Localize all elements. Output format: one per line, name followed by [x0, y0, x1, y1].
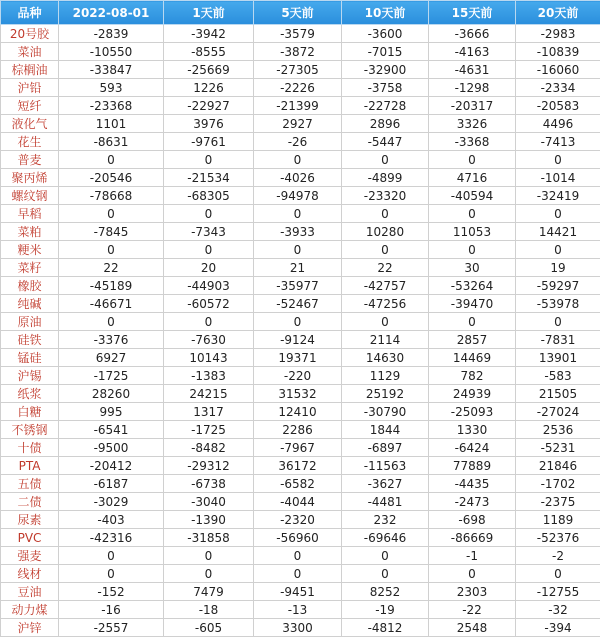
commodity-name: 20号胶 — [1, 25, 59, 43]
position-value: -3600 — [342, 25, 429, 43]
position-value: 0 — [254, 151, 342, 169]
table-row — [1, 421, 600, 439]
column-header: 品种 — [1, 1, 59, 25]
position-value: -32419 — [516, 187, 600, 205]
commodity-name: 动力煤 — [1, 601, 59, 619]
position-value: 8252 — [342, 583, 429, 601]
table-row — [1, 475, 600, 493]
position-value: 22 — [59, 259, 164, 277]
commodity-name: 花生 — [1, 133, 59, 151]
column-header: 20天前 — [516, 1, 600, 25]
position-value: 0 — [164, 313, 254, 331]
position-value: -2320 — [254, 511, 342, 529]
position-value: 0 — [59, 565, 164, 583]
position-value: -3579 — [254, 25, 342, 43]
commodity-name: 强麦 — [1, 547, 59, 565]
position-value: -394 — [516, 619, 600, 637]
position-value: 782 — [429, 367, 516, 385]
position-value: 232 — [342, 511, 429, 529]
position-value: 36172 — [254, 457, 342, 475]
position-value: 0 — [342, 547, 429, 565]
position-value: 30 — [429, 259, 516, 277]
table-row — [1, 457, 600, 475]
table-row — [1, 115, 600, 133]
position-value: -52467 — [254, 295, 342, 313]
position-value: 13901 — [516, 349, 600, 367]
commodity-name: 菜籽 — [1, 259, 59, 277]
position-value: 21846 — [516, 457, 600, 475]
position-value: -7845 — [59, 223, 164, 241]
position-value: -86669 — [429, 529, 516, 547]
position-value: -3872 — [254, 43, 342, 61]
position-value: 12410 — [254, 403, 342, 421]
position-value: -23320 — [342, 187, 429, 205]
position-value: -69646 — [342, 529, 429, 547]
position-value: 1226 — [164, 79, 254, 97]
position-value: -698 — [429, 511, 516, 529]
table-row — [1, 619, 600, 637]
commodity-name: PVC — [1, 529, 59, 547]
position-value: 21 — [254, 259, 342, 277]
table-row — [1, 403, 600, 421]
position-value: -4899 — [342, 169, 429, 187]
position-value: 0 — [59, 205, 164, 223]
position-value: -1 — [429, 547, 516, 565]
commodity-name: 早稻 — [1, 205, 59, 223]
position-value: -19 — [342, 601, 429, 619]
position-value: 2896 — [342, 115, 429, 133]
commodity-name: 锰硅 — [1, 349, 59, 367]
position-value: -3029 — [59, 493, 164, 511]
commodity-name: 硅铁 — [1, 331, 59, 349]
position-value: -33847 — [59, 61, 164, 79]
position-value: 0 — [164, 565, 254, 583]
table-row — [1, 61, 600, 79]
commodity-name: 线材 — [1, 565, 59, 583]
table-row — [1, 313, 600, 331]
position-value: -21399 — [254, 97, 342, 115]
position-value: -3368 — [429, 133, 516, 151]
position-value: -46671 — [59, 295, 164, 313]
position-value: 0 — [342, 565, 429, 583]
table-row — [1, 79, 600, 97]
table-row — [1, 241, 600, 259]
column-header: 5天前 — [254, 1, 342, 25]
position-value: -4026 — [254, 169, 342, 187]
position-value: 995 — [59, 403, 164, 421]
position-value: -13 — [254, 601, 342, 619]
commodity-name: 豆油 — [1, 583, 59, 601]
position-value: -53264 — [429, 277, 516, 295]
position-value: -4163 — [429, 43, 516, 61]
position-value: 0 — [516, 565, 600, 583]
position-value: 4496 — [516, 115, 600, 133]
position-value: 1189 — [516, 511, 600, 529]
position-value: 0 — [429, 565, 516, 583]
position-value: -6424 — [429, 439, 516, 457]
position-value: 0 — [254, 547, 342, 565]
position-value: -4631 — [429, 61, 516, 79]
commodity-name: 聚丙烯 — [1, 169, 59, 187]
position-value: -44903 — [164, 277, 254, 295]
commodity-name: 二债 — [1, 493, 59, 511]
position-value: 7479 — [164, 583, 254, 601]
position-value: -45189 — [59, 277, 164, 295]
position-value: -25669 — [164, 61, 254, 79]
position-value: 0 — [164, 151, 254, 169]
commodity-name: 橡胶 — [1, 277, 59, 295]
position-value: 0 — [254, 565, 342, 583]
position-value: 0 — [342, 151, 429, 169]
position-value: -16060 — [516, 61, 600, 79]
position-value: -39470 — [429, 295, 516, 313]
position-value: -27024 — [516, 403, 600, 421]
position-value: -9451 — [254, 583, 342, 601]
commodity-name: 短纤 — [1, 97, 59, 115]
table-row — [1, 601, 600, 619]
position-value: -20412 — [59, 457, 164, 475]
position-value: 3300 — [254, 619, 342, 637]
table-row — [1, 295, 600, 313]
position-value: -6897 — [342, 439, 429, 457]
position-value: -6541 — [59, 421, 164, 439]
commodity-name: 液化气 — [1, 115, 59, 133]
position-value: -22927 — [164, 97, 254, 115]
position-value: -4435 — [429, 475, 516, 493]
table-row — [1, 169, 600, 187]
position-value: 0 — [516, 205, 600, 223]
position-value: -6738 — [164, 475, 254, 493]
position-value: -1298 — [429, 79, 516, 97]
position-value: 19371 — [254, 349, 342, 367]
position-value: -2 — [516, 547, 600, 565]
position-value: -27305 — [254, 61, 342, 79]
position-value: -10550 — [59, 43, 164, 61]
position-value: 2927 — [254, 115, 342, 133]
position-value: 0 — [516, 151, 600, 169]
position-value: 0 — [429, 241, 516, 259]
position-value: -7413 — [516, 133, 600, 151]
position-value: 10143 — [164, 349, 254, 367]
commodity-name: 原油 — [1, 313, 59, 331]
position-value: -4481 — [342, 493, 429, 511]
position-value: -22728 — [342, 97, 429, 115]
position-value: -2334 — [516, 79, 600, 97]
commodity-name: 纸浆 — [1, 385, 59, 403]
table-row — [1, 205, 600, 223]
position-value: -3376 — [59, 331, 164, 349]
position-value: 0 — [254, 241, 342, 259]
table-row — [1, 547, 600, 565]
position-value: -23368 — [59, 97, 164, 115]
position-value: -25093 — [429, 403, 516, 421]
position-value: 4716 — [429, 169, 516, 187]
position-value: -3666 — [429, 25, 516, 43]
commodity-name: 菜粕 — [1, 223, 59, 241]
position-value: -30790 — [342, 403, 429, 421]
position-value: -7831 — [516, 331, 600, 349]
position-value: 2857 — [429, 331, 516, 349]
position-value: -4044 — [254, 493, 342, 511]
table-body — [1, 25, 600, 637]
position-value: -68305 — [164, 187, 254, 205]
position-value: -2375 — [516, 493, 600, 511]
position-value: 0 — [59, 313, 164, 331]
position-value: -9124 — [254, 331, 342, 349]
position-value: 14469 — [429, 349, 516, 367]
position-value: 0 — [516, 313, 600, 331]
position-value: 593 — [59, 79, 164, 97]
position-value: 3976 — [164, 115, 254, 133]
position-value: -20546 — [59, 169, 164, 187]
table-row — [1, 151, 600, 169]
commodity-name: 棕榈油 — [1, 61, 59, 79]
position-value: -20317 — [429, 97, 516, 115]
position-value: 2286 — [254, 421, 342, 439]
commodity-name: 白糖 — [1, 403, 59, 421]
position-value: 0 — [59, 151, 164, 169]
position-value: -2983 — [516, 25, 600, 43]
position-value: -56960 — [254, 529, 342, 547]
position-value: 1844 — [342, 421, 429, 439]
position-value: -29312 — [164, 457, 254, 475]
table-row — [1, 277, 600, 295]
position-value: -1014 — [516, 169, 600, 187]
commodity-name: 粳米 — [1, 241, 59, 259]
commodity-name: 尿素 — [1, 511, 59, 529]
position-value: -3942 — [164, 25, 254, 43]
position-value: -7015 — [342, 43, 429, 61]
position-value: -8482 — [164, 439, 254, 457]
position-value: 31532 — [254, 385, 342, 403]
position-value: -5447 — [342, 133, 429, 151]
position-value: -1725 — [59, 367, 164, 385]
position-value: 0 — [342, 313, 429, 331]
commodity-name: 沪铅 — [1, 79, 59, 97]
table-row — [1, 331, 600, 349]
position-value: -59297 — [516, 277, 600, 295]
position-value: -7343 — [164, 223, 254, 241]
position-value: -2473 — [429, 493, 516, 511]
position-value: -60572 — [164, 295, 254, 313]
table-row — [1, 439, 600, 457]
table-row — [1, 223, 600, 241]
position-value: -7630 — [164, 331, 254, 349]
position-value: -94978 — [254, 187, 342, 205]
position-value: 22 — [342, 259, 429, 277]
position-value: 77889 — [429, 457, 516, 475]
position-value: 14421 — [516, 223, 600, 241]
position-value: 0 — [164, 205, 254, 223]
position-value: -32 — [516, 601, 600, 619]
position-value: 1129 — [342, 367, 429, 385]
position-value: 0 — [164, 241, 254, 259]
position-value: 2536 — [516, 421, 600, 439]
position-value: -2557 — [59, 619, 164, 637]
position-value: -47256 — [342, 295, 429, 313]
position-value: 0 — [59, 547, 164, 565]
position-value: -4812 — [342, 619, 429, 637]
position-value: -35977 — [254, 277, 342, 295]
position-value: 11053 — [429, 223, 516, 241]
commodity-name: 五债 — [1, 475, 59, 493]
position-value: 1330 — [429, 421, 516, 439]
position-value: -42316 — [59, 529, 164, 547]
position-value: 0 — [342, 205, 429, 223]
commodity-name: 沪锌 — [1, 619, 59, 637]
position-value: -1702 — [516, 475, 600, 493]
column-header: 2022-08-01 — [59, 1, 164, 25]
table-row — [1, 493, 600, 511]
commodity-name: 纯碱 — [1, 295, 59, 313]
position-value: -6187 — [59, 475, 164, 493]
commodity-name: 菜油 — [1, 43, 59, 61]
position-value: 25192 — [342, 385, 429, 403]
table-header-row — [1, 1, 600, 25]
table-row — [1, 25, 600, 43]
position-value: -10839 — [516, 43, 600, 61]
position-value: -605 — [164, 619, 254, 637]
column-header: 10天前 — [342, 1, 429, 25]
position-value: -5231 — [516, 439, 600, 457]
position-value: -21534 — [164, 169, 254, 187]
position-value: 6927 — [59, 349, 164, 367]
position-value: 24215 — [164, 385, 254, 403]
position-value: -3758 — [342, 79, 429, 97]
position-value: 24939 — [429, 385, 516, 403]
table-row — [1, 385, 600, 403]
position-value: -403 — [59, 511, 164, 529]
table-row — [1, 97, 600, 115]
table-row — [1, 529, 600, 547]
position-value: -8631 — [59, 133, 164, 151]
position-value: -1390 — [164, 511, 254, 529]
position-value: -1725 — [164, 421, 254, 439]
table-row — [1, 565, 600, 583]
table-row — [1, 133, 600, 151]
position-value: 0 — [429, 313, 516, 331]
position-value: 1101 — [59, 115, 164, 133]
position-value: -16 — [59, 601, 164, 619]
commodity-name: 普麦 — [1, 151, 59, 169]
table-row — [1, 367, 600, 385]
position-value: -53978 — [516, 295, 600, 313]
table-row — [1, 43, 600, 61]
position-value: 19 — [516, 259, 600, 277]
position-value: 2548 — [429, 619, 516, 637]
position-value: 3326 — [429, 115, 516, 133]
position-value: 14630 — [342, 349, 429, 367]
position-value: 0 — [254, 205, 342, 223]
position-value: -11563 — [342, 457, 429, 475]
position-value: 28260 — [59, 385, 164, 403]
position-value: -12755 — [516, 583, 600, 601]
position-value: -2839 — [59, 25, 164, 43]
commodity-name: 螺纹钢 — [1, 187, 59, 205]
position-value: 0 — [516, 241, 600, 259]
table-row — [1, 349, 600, 367]
position-value: -3933 — [254, 223, 342, 241]
table-row — [1, 511, 600, 529]
position-value: 2114 — [342, 331, 429, 349]
position-value: -3627 — [342, 475, 429, 493]
position-value: -40594 — [429, 187, 516, 205]
position-value: -22 — [429, 601, 516, 619]
table-row — [1, 583, 600, 601]
position-value: 0 — [164, 547, 254, 565]
position-value: -20583 — [516, 97, 600, 115]
position-value: 0 — [429, 205, 516, 223]
commodity-name: 十债 — [1, 439, 59, 457]
table-row — [1, 259, 600, 277]
position-value: 2303 — [429, 583, 516, 601]
position-value: -26 — [254, 133, 342, 151]
position-value: 0 — [342, 241, 429, 259]
position-value: -7967 — [254, 439, 342, 457]
position-value: -42757 — [342, 277, 429, 295]
position-value: 0 — [429, 151, 516, 169]
column-header: 15天前 — [429, 1, 516, 25]
position-value: -583 — [516, 367, 600, 385]
position-value: -78668 — [59, 187, 164, 205]
position-value: 1317 — [164, 403, 254, 421]
position-value: -152 — [59, 583, 164, 601]
position-value: -220 — [254, 367, 342, 385]
position-value: -9761 — [164, 133, 254, 151]
position-value: 0 — [59, 241, 164, 259]
position-value: -18 — [164, 601, 254, 619]
position-value: -52376 — [516, 529, 600, 547]
position-value: -1383 — [164, 367, 254, 385]
position-value: -31858 — [164, 529, 254, 547]
position-value: -32900 — [342, 61, 429, 79]
position-value: 0 — [254, 313, 342, 331]
position-value: 21505 — [516, 385, 600, 403]
column-header: 1天前 — [164, 1, 254, 25]
position-value: -2226 — [254, 79, 342, 97]
commodity-name: PTA — [1, 457, 59, 475]
position-value: -8555 — [164, 43, 254, 61]
table-row — [1, 187, 600, 205]
position-value: -9500 — [59, 439, 164, 457]
commodity-name: 不锈钢 — [1, 421, 59, 439]
position-value: -6582 — [254, 475, 342, 493]
position-value: -3040 — [164, 493, 254, 511]
position-value: 20 — [164, 259, 254, 277]
commodity-name: 沪锡 — [1, 367, 59, 385]
position-value: 10280 — [342, 223, 429, 241]
